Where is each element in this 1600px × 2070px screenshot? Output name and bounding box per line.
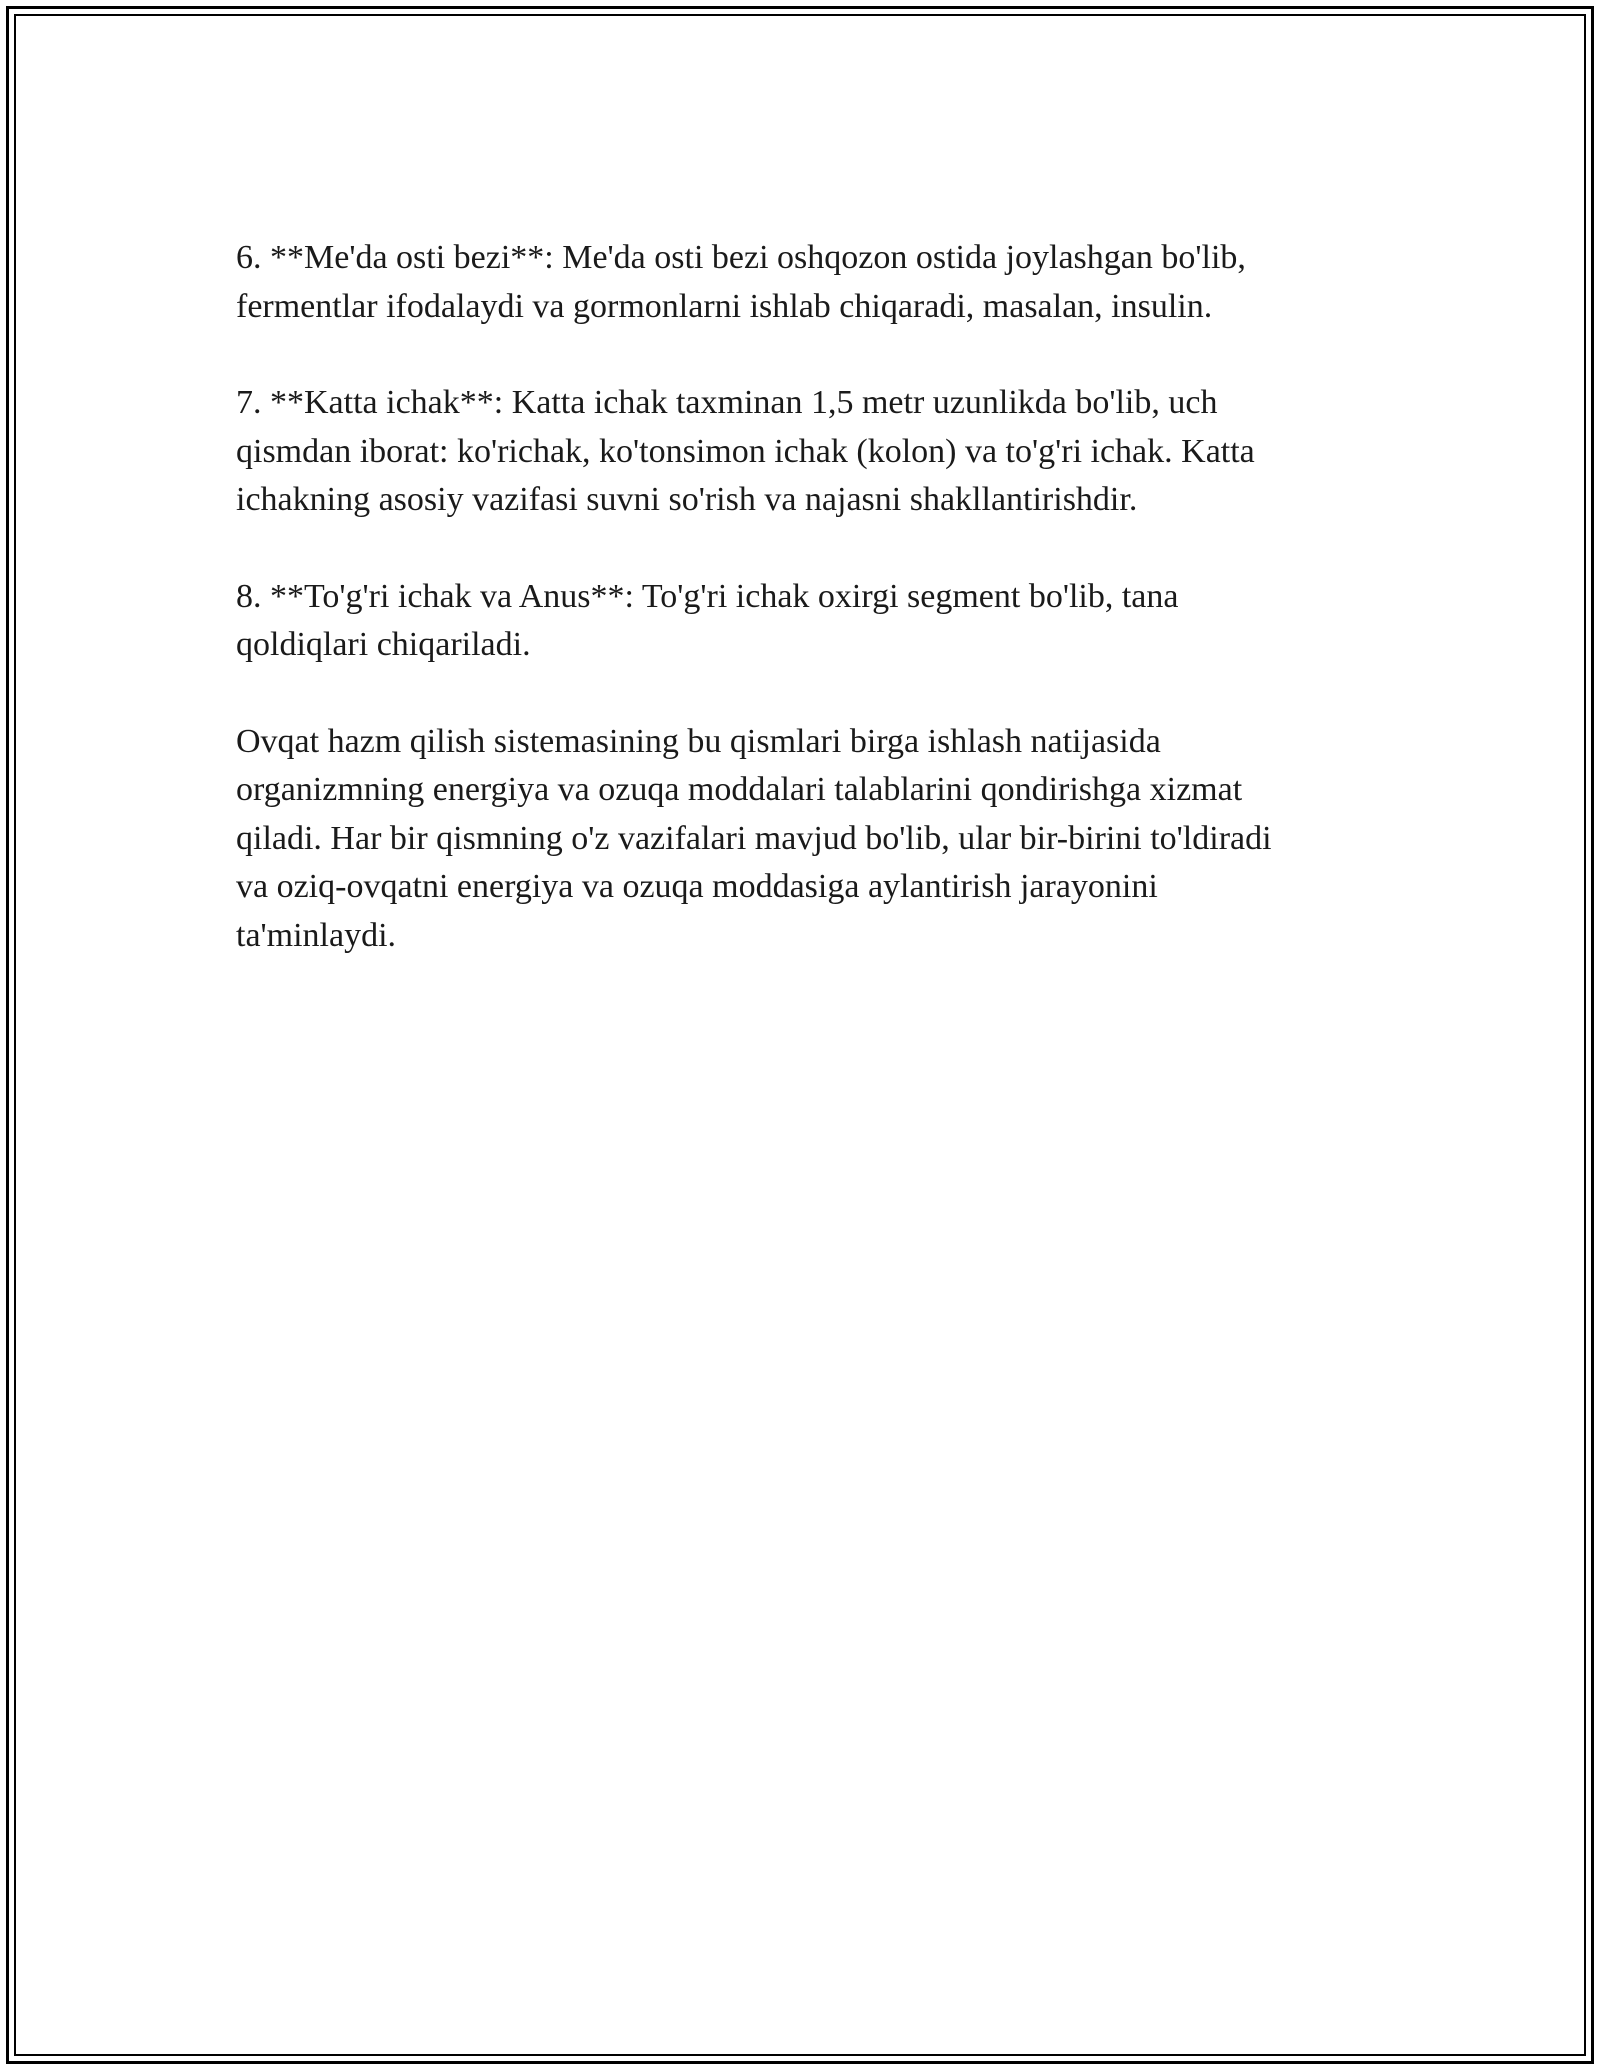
- text-line: 7. **Katta ichak**: Katta ichak taxminan 1,5 metr uzunlikda bo'lib, uch: [236, 384, 1218, 421]
- paragraph-large-intestine: [236, 379, 1376, 525]
- paragraph-pancreas: [236, 234, 1376, 331]
- text-line: ichakning asosiy vazifasi suvni so'rish va najasni shakllantirishdir.: [236, 481, 1138, 518]
- text-line: qismdan iborat: ko'richak, ko'tonsimon ichak (kolon) va to'g'ri ichak. Katta: [236, 432, 1255, 470]
- paragraph-rectum-anus: [236, 573, 1376, 670]
- paragraph-conclusion: [236, 718, 1376, 961]
- text-line: 8. **To'g'ri ichak va Anus**: To'g'ri ichak oxirgi segment bo'lib, tana: [236, 577, 1179, 615]
- text-line: Ovqat hazm qilish sistemasining bu qismlari birga ishlash natijasida: [236, 722, 1161, 760]
- text-line: organizmning energiya va ozuqa moddalari talablarini qondirishga xizmat: [236, 771, 1243, 808]
- text-line: qoldiqlari chiqariladi.: [236, 626, 531, 663]
- text-line: ta'minlaydi.: [236, 916, 397, 954]
- text-line: va oziq-ovqatni energiya va ozuqa moddasiga aylantirish jarayonini: [236, 868, 1158, 905]
- text-line: qiladi. Har bir qismning o'z vazifalari mavjud bo'lib, ular bir-birini to'ldiradi: [236, 819, 1272, 857]
- document-body: [236, 234, 1376, 1008]
- text-line: 6. **Me'da osti bezi**: Me'da osti bezi oshqozon ostida joylashgan bo'lib,: [236, 239, 1246, 276]
- text-line: fermentlar ifodalaydi va gormonlarni ishlab chiqaradi, masalan, insulin.: [236, 287, 1213, 325]
